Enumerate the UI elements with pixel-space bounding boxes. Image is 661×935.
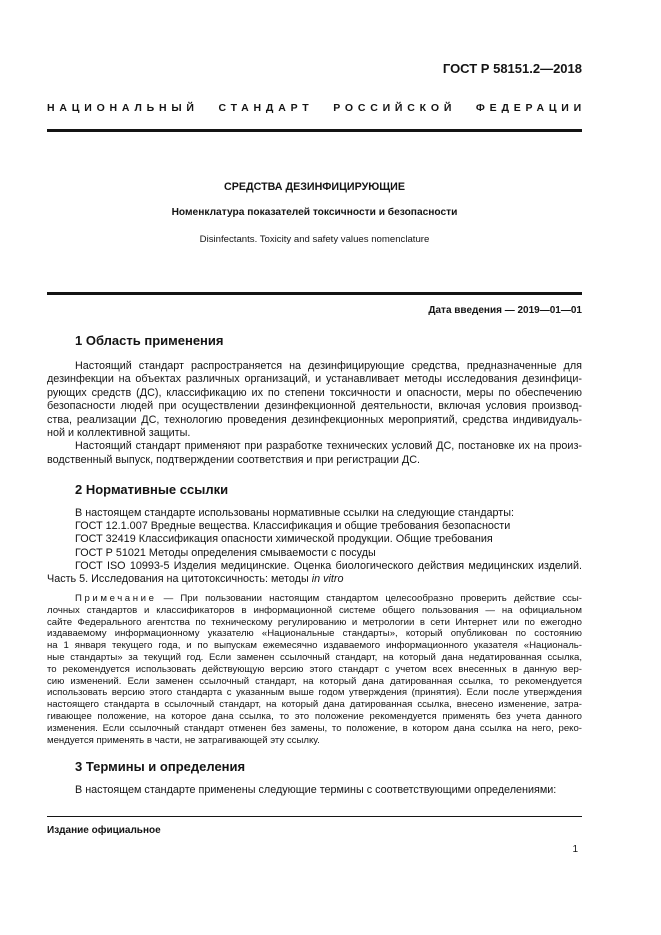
note-line: сию изменений. Если заменен ссылочный стандарт, на который дана датированная ссылка, то рекомендуется — [47, 675, 582, 687]
paragraph-line: ства, реализации ДС, технологию проведения дезинфекционных мероприятий, средства индивидуаль- — [47, 413, 582, 426]
note-line: настоящего стандарта в ссылочный стандарт, на который дана датированная ссылка, внесено изменение, затра- — [47, 699, 582, 711]
footer-rule — [47, 816, 582, 817]
document-english-title: Disinfectants. Toxicity and safety values nomenclature — [199, 234, 430, 245]
paragraph-line: В настоящем стандарте применены следующие термины с соответствующими определениями: — [75, 784, 557, 796]
note-text: — При пользовании настоящим стандартом целесообразно проверить действие ссы- — [163, 593, 582, 604]
reference-line: ГОСТ Р 51021 Методы определения смываемости с посуды — [75, 546, 376, 559]
note-label: Примечание — [75, 593, 157, 604]
national-standard-banner: НАЦИОНАЛЬНЫЙ СТАНДАРТ РОССИЙСКОЙ ФЕДЕРАЦИИ — [47, 102, 586, 114]
page-number: 1 — [572, 844, 578, 855]
reference-line: ГОСТ 32419 Классификация опасности химической продукции. Общие требования — [75, 533, 493, 546]
note-line: ные стандарты» за текущий год. Если заменен ссылочный стандарт, на который дана недатированная ссылка, — [47, 652, 582, 663]
title-rule — [47, 292, 582, 295]
paragraph-line: В настоящем стандарте использованы нормативные ссылки на следующие стандарты: — [75, 507, 514, 519]
note-line: сайте Федерального агентства по техническому регулированию и метрологии в сети Интернет или по ежегодно — [47, 616, 582, 628]
note-line: мендуется применять в части, не затрагивающей эту ссылку. — [47, 734, 320, 746]
note-line: лочных стандартов и классификаторов в информационной системе общего пользования — на официальном — [47, 604, 582, 616]
effective-date: Дата введения — 2019—01—01 — [428, 305, 582, 316]
document-subtitle: Номенклатура показателей токсичности и безопасности — [171, 207, 458, 218]
reference-line — [47, 572, 582, 586]
paragraph-line: Настоящий стандарт распространяется на дезинфицирующие средства, предназначенные для — [75, 360, 582, 372]
note-line: изменения. Если ссылочный стандарт отменен без замены, то положение, в котором дана ссылка на него, реко- — [47, 722, 582, 734]
reference-line: ГОСТ ISO 10993-5 Изделия медицинские. Оценка биологического действия медицинских изделий. — [75, 559, 582, 572]
reference-text: Часть 5. Исследования на цитотоксичность: методы — [47, 573, 309, 585]
note-line: то рекомендуется использовать действующую версию этого стандарт с учетом всех внесенных в данную вер- — [47, 663, 582, 675]
document-title: СРЕДСТВА ДЕЗИНФИЦИРУЮЩИЕ — [224, 181, 405, 193]
standard-number: ГОСТ Р 58151.2—2018 — [442, 61, 582, 76]
paragraph-line: безопасности людей при осуществлении дезинфекционной деятельности, включая условия производ- — [47, 400, 582, 413]
section-heading: 1 Область применения — [75, 333, 224, 348]
paragraph-line: дезинфекции на объектах различных организаций, и устанавливает методы исследования дезинфици- — [47, 373, 582, 386]
reference-italic-text: in vitro — [311, 573, 344, 585]
paragraph-line: Настоящий стандарт применяют при разработке технических условий ДС, постановке их на произ- — [75, 440, 582, 453]
section-heading: 2 Нормативные ссылки — [75, 482, 229, 497]
edition-label: Издание официальное — [47, 825, 161, 836]
note-line: гивающее положение, на которое дана ссылка, то это положение рекомендуется применять без учета данного — [47, 711, 582, 722]
note-line: на 1 января текущего года, и по выпускам ежемесячно издаваемого информационного указателя «Националь- — [47, 640, 582, 652]
header-rule — [47, 129, 582, 132]
note-line — [75, 593, 582, 605]
reference-line: ГОСТ 12.1.007 Вредные вещества. Классификация и общие требования безопасности — [75, 520, 511, 533]
paragraph-line: рующих средств (ДС), классификацию их по степени токсичности и опасности, меры по обеспечению — [47, 386, 582, 399]
note-line: использовать версию этого стандарта с указанным выше годом утверждения (принятия). Если после утверждения — [47, 687, 582, 699]
paragraph-line: ной и коллективной защиты. — [47, 427, 191, 439]
paragraph-line: водственный выпуск, подтверждении соответствия и при регистрации ДС. — [47, 453, 421, 466]
section-heading: 3 Термины и определения — [75, 759, 246, 774]
note-line: издаваемому информационному указателю «Национальные стандарты», который опубликован по состоянию — [47, 628, 582, 640]
